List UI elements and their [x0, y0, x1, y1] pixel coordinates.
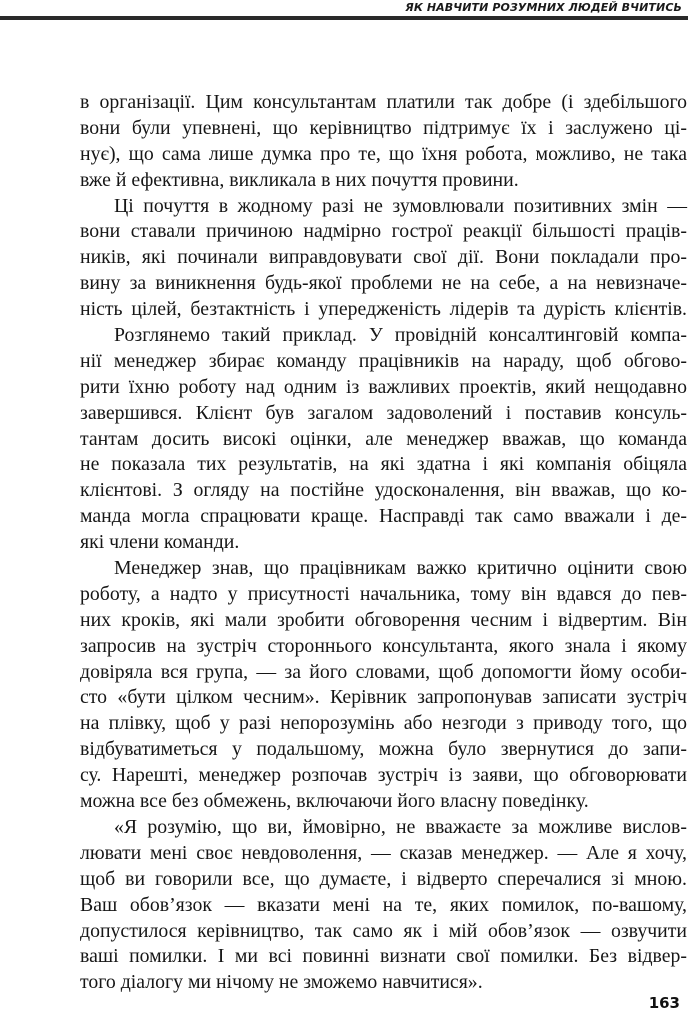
text-line: клієнтові. З огляду на постійне удосконалення, він вважав, що ко- [80, 479, 687, 502]
text-line: того діалогу ми нічому не зможемо навчитися». [80, 971, 483, 994]
text-line: в організації. Цим консультантам платили так добре (і здебільшого [80, 91, 687, 113]
running-header [0, 0, 688, 20]
text-line: Менеджер знав, що працівникам важко критично оцінити свою [114, 557, 687, 580]
running-title: ЯК НАВЧИТИ РОЗУМНИХ ЛЮДЕЙ ВЧИТИСЬ [405, 1, 682, 14]
text-line: Розглянемо такий приклад. У провідній консалтинговій компа- [114, 324, 687, 347]
text-line: су. Нарешті, менеджер розпочав зустріч із заяви, що обговорювати [80, 764, 687, 787]
header-rule [0, 16, 688, 20]
text-line: відбуватиметься у подальшому, можна було звернутися до запи- [80, 738, 687, 761]
text-line: нує), що сама лише думка про те, що їхня робота, можливо, не така [80, 142, 687, 165]
text-line: вже й ефективна, викликала в них почуття провини. [80, 168, 519, 191]
text-line: щоб ви говорили все, що думаєте, і відверто сперечалися зі мною. [80, 867, 687, 890]
text-line: «Я розумію, що ви, ймовірно, не вважаєте за можливе вислов- [114, 815, 687, 838]
text-line: вони ставали причиною надмірно гострої реакції більшості праців- [80, 220, 687, 243]
text-line: вони були упевнені, що керівництво підтримує їх і заслужено ці- [80, 116, 687, 139]
text-line: які члени команди. [80, 531, 240, 554]
text-line: допустилося керівництво, так само як і мій обов’язок — озвучити [80, 919, 687, 942]
text-line: завершився. Клієнт був загалом задоволений і поставив консуль- [80, 401, 687, 424]
text-line: ників, які починали виправдовувати свої дії. Вони покладали про- [80, 246, 687, 269]
text-line: рити їхню роботу над одним із важливих проектів, який нещодавно [80, 375, 687, 398]
text-line: сто «бути цілком чесним». Керівник запропонував записати зустріч [80, 686, 687, 709]
text-line: довіряла вся група, — за його словами, щоб допомогти йому особи- [80, 660, 687, 683]
text-line: вину за виникнення будь-якої проблеми не на себе, а на невизначе- [80, 272, 687, 295]
text-line: Ваш обов’язок — вказати мені на те, яких помилок, по-вашому, [80, 893, 687, 916]
page-number: 163 [648, 994, 680, 1012]
body-text [80, 90, 687, 996]
text-line: Ці почуття в жодному разі не зумовлювали позитивних змін — [114, 194, 687, 217]
text-line: тантам досить високі оцінки, але менеджер вважав, що команда [80, 427, 687, 450]
text-line: нії менеджер збирає команду працівників на нараду, щоб обгово- [80, 349, 687, 372]
text-line: роботу, а надто у присутності начальника, тому він вдався до пев- [80, 582, 687, 605]
text-line: манда могла спрацювати краще. Насправді так само вважали і де- [80, 505, 687, 528]
text-line: ність цілей, безтактність і упередженість лідерів та дурість клієнтів. [80, 298, 687, 321]
text-line: ваші помилки. І ми всі повинні визнати свої помилки. Без відвер- [80, 945, 687, 968]
text-line: можна все без обмежень, включаючи його власну поведінку. [80, 790, 589, 813]
text-line: запросив на зустріч стороннього консультанта, якого знала і якому [80, 634, 687, 657]
text-line: не показала тих результатів, на які здатна і які компанія обіцяла [80, 453, 687, 476]
text-line: лювати мені своє невдоволення, — сказав менеджер. — Але я хочу, [80, 841, 687, 864]
text-line: на плівку, щоб у разі непорозумінь або незгоди з приводу того, що [80, 712, 687, 735]
text-line: них кроків, які мали зробити обговорення чесним і відвертим. Він [80, 608, 687, 631]
